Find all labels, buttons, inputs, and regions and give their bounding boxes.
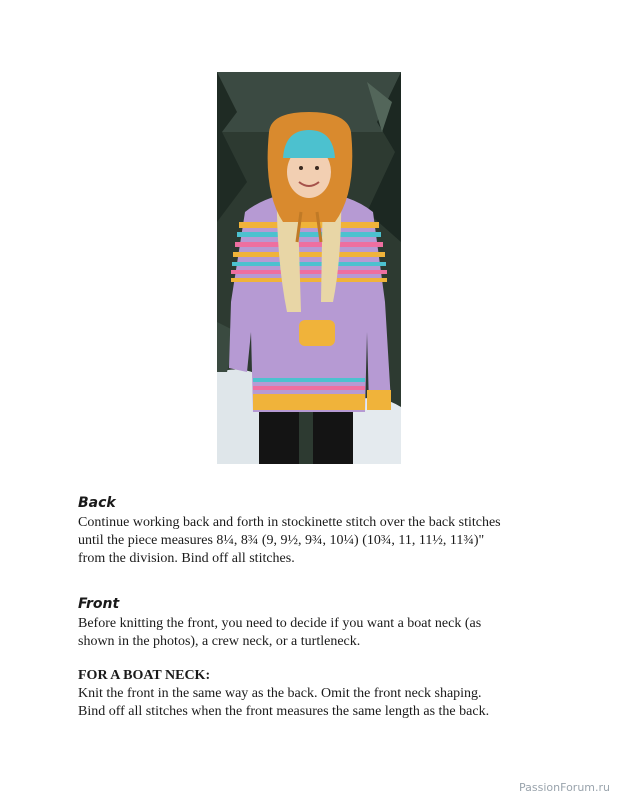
- back-text: Continue working back and forth in stockinette stitch over the back stitches until the piece measures 8¼, 8¾ (9, 9½, 9¾, 10¼) (10¾, 11, 11½, 11¾)" from the division. Bind off all stitches.: [78, 515, 501, 566]
- section-front: [78, 595, 548, 651]
- section-back: [78, 494, 548, 568]
- boat-neck-heading: FOR A BOAT NECK:: [78, 668, 211, 683]
- back-heading: Back: [78, 495, 116, 511]
- watermark: PassionForum.ru: [519, 781, 610, 794]
- boat-neck-text: Knit the front in the same way as the back. Omit the front neck shaping. Bind off all stitches when the front measures the same length as the back.: [78, 686, 490, 719]
- sweater-photo: [217, 72, 401, 464]
- front-heading: Front: [78, 596, 120, 612]
- section-boat-neck: [78, 667, 548, 721]
- photo-illustration: [217, 72, 401, 464]
- front-text: Before knitting the front, you need to decide if you want a boat neck (as shown in the photos), a crew neck, or a turtleneck.: [78, 616, 482, 649]
